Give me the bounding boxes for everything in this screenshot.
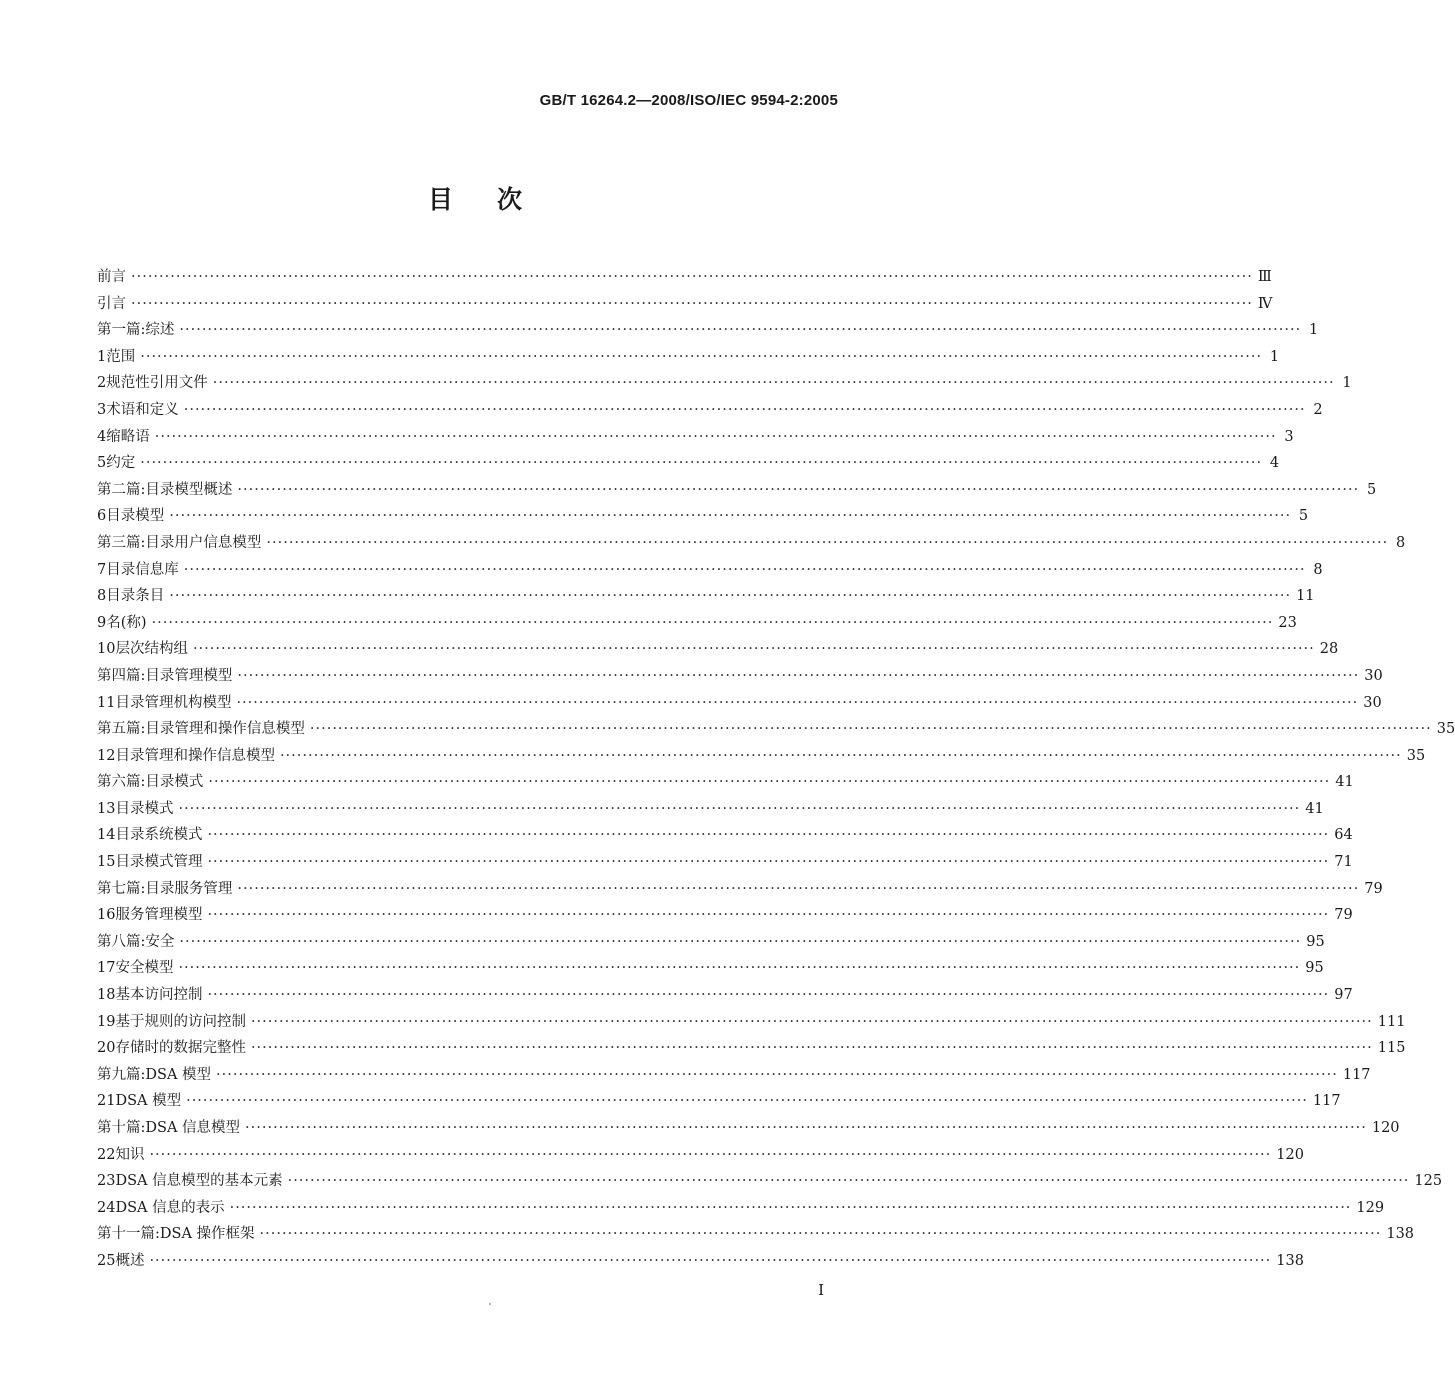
toc-entry-number: 23: [97, 1173, 116, 1190]
toc-entry[interactable]: [97, 663, 1383, 690]
toc-leader-dots: ········································································································································································································: [169, 588, 1292, 605]
toc-entry[interactable]: [97, 424, 1294, 451]
toc-entry-label: 第二篇:目录模型概述: [97, 481, 233, 498]
toc-leader-dots: ········································································································································································································: [309, 721, 1432, 738]
toc-entry-page: 28: [1319, 641, 1339, 658]
toc-entry-page: 95: [1306, 933, 1325, 950]
toc-entry-page: 125: [1414, 1173, 1443, 1190]
toc-entry[interactable]: [97, 690, 1382, 717]
toc-leader-dots: ········································································································································································································: [207, 987, 1330, 1004]
toc-entry-page: 5: [1298, 508, 1309, 525]
toc-entry-page: 71: [1334, 854, 1353, 871]
toc-leader-dots: ········································································································································································································: [279, 747, 1402, 764]
toc-leader-dots: ········································································································································································································: [212, 375, 1335, 392]
toc-entry[interactable]: [97, 929, 1325, 956]
toc-entry-label: 目录模式: [115, 800, 174, 817]
toc-entry[interactable]: [97, 955, 1324, 982]
toc-entry-number: 20: [97, 1040, 116, 1057]
toc-entry-label: 第十一篇:DSA 操作框架: [97, 1226, 255, 1243]
toc-entry[interactable]: [97, 503, 1309, 530]
toc-entry-page: Ⅳ: [1257, 295, 1273, 312]
toc-leader-dots: ········································································································································································································: [245, 1120, 1367, 1136]
toc-leader-dots: ········································································································································································································: [186, 1093, 1308, 1110]
toc-entry-label: 层次结构组: [115, 641, 188, 658]
toc-entry-number: 11: [97, 694, 116, 711]
toc-entry[interactable]: [97, 902, 1353, 929]
toc-entry-page: 1: [1308, 322, 1319, 339]
toc-entry-page: 120: [1371, 1120, 1400, 1136]
toc-entry-label: 基本访问控制: [115, 987, 203, 1004]
toc-entry-label: 知识: [115, 1146, 145, 1163]
toc-entry-label: 目录模型: [106, 508, 165, 525]
toc-entry[interactable]: [97, 796, 1324, 823]
toc-entry[interactable]: [97, 769, 1354, 796]
toc-leader-dots: ········································································································································································································: [207, 907, 1330, 924]
toc-leader-dots: ········································································································································································································: [131, 269, 1253, 285]
toc-entry-number: 10: [97, 641, 116, 658]
toc-entry-label: 第九篇:DSA 模型: [97, 1066, 212, 1083]
toc-entry-number: 16: [97, 907, 116, 924]
toc-entry-page: 138: [1276, 1252, 1304, 1269]
toc-leader-dots: ········································································································································································································: [207, 827, 1330, 844]
toc-entry[interactable]: [97, 397, 1323, 424]
toc-entry-number: 15: [97, 854, 116, 871]
toc-entry-label: 术语和定义: [106, 401, 179, 418]
toc-entry[interactable]: [97, 291, 1273, 318]
toc-entry-page: 23: [1278, 614, 1297, 631]
toc-entry-number: 8: [97, 588, 107, 605]
toc-entry[interactable]: [97, 1248, 1304, 1275]
toc-entry-number: 18: [97, 987, 116, 1004]
toc-leader-dots: ········································································································································································································: [237, 481, 1360, 498]
toc-entry-page: 8: [1395, 534, 1406, 551]
toc-leader-dots: ········································································································································································································: [151, 614, 1274, 631]
toc-entry-number: 7: [97, 561, 107, 578]
toc-entry-page: 115: [1377, 1040, 1406, 1057]
toc-entry-label: 目录信息库: [106, 561, 179, 578]
toc-entry-page: 111: [1377, 1013, 1406, 1030]
toc-entry-number: 14: [97, 827, 116, 844]
toc-entry-label: 存储时的数据完整性: [115, 1040, 246, 1057]
toc-entry-page: 35: [1406, 747, 1426, 764]
toc-leader-dots: ········································································································································································································: [236, 694, 1359, 711]
toc-entry-label: 第六篇:目录模式: [97, 774, 204, 791]
toc-entry[interactable]: [97, 876, 1383, 903]
toc-entry-label: 目录模式管理: [115, 854, 203, 871]
toc-entry-page: 79: [1364, 880, 1383, 897]
toc-leader-dots: ········································································································································································································: [287, 1173, 1410, 1190]
toc-entry-label: 第八篇:安全: [97, 933, 175, 950]
toc-entry[interactable]: [97, 716, 1455, 743]
toc-entry-page: 5: [1366, 481, 1377, 498]
toc-entry-label: 第三篇:目录用户信息模型: [97, 534, 262, 551]
toc-entry-page: 1: [1342, 375, 1352, 392]
toc-leader-dots: ········································································································································································································: [179, 933, 1302, 950]
toc-entry-page: 64: [1334, 827, 1353, 844]
toc-entry-number: 13: [97, 800, 116, 817]
toc-entry[interactable]: [97, 743, 1426, 770]
toc-entry-label: 目录条目: [106, 588, 165, 605]
toc-entry-number: 22: [97, 1146, 116, 1163]
toc-entry-label: 第四篇:目录管理模型: [97, 667, 233, 684]
toc-entry[interactable]: [97, 450, 1280, 477]
toc-leader-dots: ········································································································································································································: [208, 774, 1331, 791]
toc-entry-number: 17: [97, 960, 116, 977]
toc-entry[interactable]: [97, 1221, 1415, 1248]
toc-leader-dots: ········································································································································································································: [259, 1226, 1382, 1243]
toc-leader-dots: ········································································································································································································: [154, 428, 1277, 445]
toc-entry-label: 安全模型: [115, 960, 174, 977]
toc-entry-page: 35: [1436, 721, 1455, 738]
toc-entry-page: 41: [1335, 774, 1354, 791]
toc-entry-page: 97: [1334, 987, 1353, 1004]
toc-entry-label: 缩略语: [106, 428, 150, 445]
toc-entry[interactable]: [97, 1009, 1406, 1036]
toc-entry-page: 30: [1363, 694, 1382, 711]
toc-entry-number: 1: [97, 348, 107, 365]
toc-entry[interactable]: [97, 1035, 1406, 1062]
toc-entry-number: 24: [97, 1199, 116, 1216]
toc-leader-dots: ········································································································································································································: [237, 880, 1360, 897]
toc-entry-label: DSA 信息的表示: [115, 1199, 225, 1216]
toc-entry[interactable]: [97, 1115, 1400, 1142]
toc-entry[interactable]: [97, 530, 1406, 557]
toc-entry-page: 3: [1284, 428, 1294, 445]
toc-entry[interactable]: [97, 1062, 1371, 1089]
toc-entry-number: 6: [97, 508, 107, 525]
toc-entry-label: 范围: [106, 348, 136, 365]
toc-entry-label: DSA 信息模型的基本元素: [115, 1173, 283, 1190]
toc-leader-dots: ········································································································································································································: [149, 1146, 1272, 1163]
toc-entry-page: 79: [1334, 907, 1353, 924]
toc-entry-label: 第十篇:DSA 信息模型: [97, 1120, 241, 1136]
toc-entry[interactable]: [97, 822, 1353, 849]
table-of-contents: [97, 264, 1455, 1275]
toc-entry-number: 12: [97, 747, 116, 764]
toc-leader-dots: ········································································································································································································: [178, 800, 1301, 817]
page-number: I: [818, 1281, 824, 1299]
toc-entry[interactable]: [97, 317, 1319, 344]
toc-entry-label: 约定: [106, 455, 136, 472]
toc-leader-dots: ········································································································································································································: [237, 667, 1360, 684]
page-title: [0, 180, 950, 216]
toc-entry-number: 19: [97, 1013, 116, 1030]
toc-entry-label: 第七篇:目录服务管理: [97, 880, 233, 897]
toc-entry[interactable]: [97, 344, 1280, 371]
toc-entry-page: 1: [1269, 348, 1280, 365]
toc-entry-number: 5: [97, 455, 107, 472]
toc-entry-page: 4: [1269, 455, 1280, 472]
toc-entry-number: 3: [97, 401, 107, 418]
toc-leader-dots: ········································································································································································································: [207, 854, 1330, 871]
toc-entry-page: 117: [1342, 1066, 1371, 1083]
title-char-1: 目: [427, 185, 453, 214]
toc-leader-dots: ········································································································································································································: [140, 348, 1263, 365]
toc-entry-page: 30: [1364, 667, 1383, 684]
toc-leader-dots: ········································································································································································································: [183, 401, 1306, 418]
toc-entry-page: Ⅲ: [1257, 269, 1272, 285]
toc-entry-label: 概述: [115, 1252, 145, 1269]
toc-leader-dots: ········································································································································································································: [183, 561, 1306, 578]
scan-speck: [489, 1303, 491, 1305]
toc-entry-page: 129: [1356, 1199, 1385, 1216]
toc-entry[interactable]: [97, 636, 1339, 663]
toc-entry-label: DSA 模型: [115, 1093, 182, 1110]
toc-entry-label: 基于规则的访问控制: [115, 1013, 246, 1030]
toc-entry-label: 第一篇:综述: [97, 322, 175, 339]
toc-entry-label: 服务管理模型: [115, 907, 203, 924]
toc-entry-label: 目录管理机构模型: [115, 694, 232, 711]
toc-leader-dots: ········································································································································································································: [250, 1040, 1373, 1057]
toc-entry[interactable]: [97, 264, 1272, 291]
title-char-2: 次: [497, 185, 523, 214]
toc-entry-page: 117: [1312, 1093, 1341, 1110]
toc-entry-label: 名(称): [106, 614, 147, 631]
toc-leader-dots: ········································································································································································································: [266, 534, 1389, 551]
toc-entry[interactable]: [97, 557, 1323, 584]
toc-leader-dots: ········································································································································································································: [149, 1252, 1272, 1269]
toc-entry[interactable]: [97, 849, 1353, 876]
toc-entry[interactable]: [97, 1142, 1304, 1169]
toc-entry-page: 120: [1276, 1146, 1304, 1163]
toc-entry-label: 目录管理和操作信息模型: [115, 747, 275, 764]
toc-entry-page: 2: [1313, 401, 1323, 418]
toc-entry[interactable]: [97, 583, 1315, 610]
toc-entry-page: 138: [1386, 1226, 1415, 1243]
toc-entry[interactable]: [97, 610, 1297, 637]
toc-entry-page: 95: [1305, 960, 1324, 977]
toc-entry-page: 11: [1296, 588, 1315, 605]
toc-entry-label: 规范性引用文件: [106, 375, 208, 392]
toc-entry-page: 8: [1313, 561, 1323, 578]
toc-leader-dots: ········································································································································································································: [192, 641, 1315, 658]
toc-entry-number: 2: [97, 375, 107, 392]
toc-entry-label: 引言: [97, 295, 126, 312]
toc-entry[interactable]: [97, 1195, 1385, 1222]
toc-entry-number: 9: [97, 614, 107, 631]
toc-leader-dots: ········································································································································································································: [229, 1199, 1352, 1216]
toc-leader-dots: ········································································································································································································: [131, 295, 1253, 312]
toc-entry-number: 25: [97, 1252, 116, 1269]
toc-entry-label: 目录系统模式: [115, 827, 203, 844]
toc-leader-dots: ········································································································································································································: [250, 1013, 1373, 1030]
toc-leader-dots: ········································································································································································································: [179, 322, 1302, 339]
toc-entry[interactable]: [97, 1088, 1341, 1115]
toc-entry-number: 4: [97, 428, 107, 445]
toc-leader-dots: ········································································································································································································: [140, 455, 1263, 472]
toc-leader-dots: ········································································································································································································: [178, 960, 1301, 977]
standard-number-header: GB/T 16264.2—2008/ISO/IEC 9594-2:2005: [539, 92, 838, 109]
toc-entry-page: 41: [1305, 800, 1324, 817]
toc-entry[interactable]: [97, 477, 1377, 504]
toc-leader-dots: ········································································································································································································: [169, 508, 1292, 525]
toc-entry-label: 第五篇:目录管理和操作信息模型: [97, 721, 305, 738]
toc-entry-number: 21: [97, 1093, 116, 1110]
toc-entry[interactable]: [97, 370, 1352, 397]
toc-entry[interactable]: [97, 982, 1353, 1009]
toc-entry-label: 前言: [97, 269, 126, 285]
toc-entry[interactable]: [97, 1168, 1443, 1195]
toc-leader-dots: ········································································································································································································: [216, 1066, 1338, 1083]
